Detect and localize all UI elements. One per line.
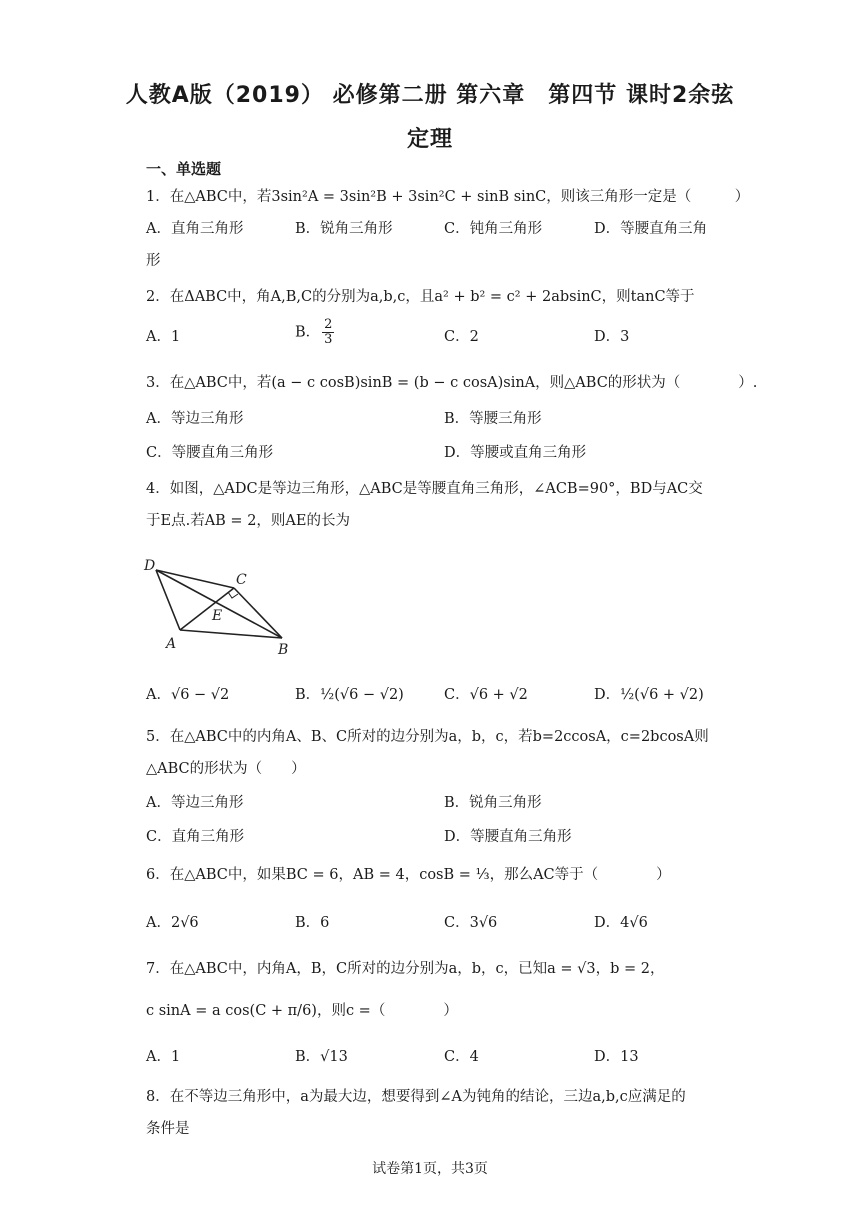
q4-option-c[interactable]: C．√6 + √2: [444, 687, 528, 703]
question-4-stem-cont: 于E点.若AB = 2，则AE的长为: [146, 513, 350, 529]
q5-option-a[interactable]: A．等边三角形: [146, 795, 244, 811]
question-2-stem: 2．在ΔABC中，角A,B,C的分别为a,b,c，且a² + b² = c² + 2absinC，则tanC等于: [146, 289, 695, 305]
q4-option-d[interactable]: D．½(√6 + √2): [594, 687, 704, 703]
q3-option-a[interactable]: A．等边三角形: [146, 411, 244, 427]
q3-option-b[interactable]: B．等腰三角形: [444, 411, 542, 427]
q5-option-b[interactable]: B．锐角三角形: [444, 795, 542, 811]
label-d: D: [144, 558, 156, 574]
question-5-stem: 5．在△ABC中的内角A、B、C所对的边分别为a，b，c，若b=2ccosA，c=2bcosA则: [146, 729, 709, 745]
question-1-stem: 1．在△ABC中，若3sin²A = 3sin²B + 3sin²C + sinB sinC，则该三角形一定是（ ）: [146, 189, 750, 205]
section-heading: 一、单选题: [146, 160, 222, 178]
question-6-stem: 6．在△ABC中，如果BC = 6，AB = 4，cosB = ⅓，那么AC等于（ ）: [146, 867, 671, 883]
label-c: C: [236, 572, 247, 588]
question-8-stem: 8．在不等边三角形中，a为最大边，想要得到∠A为钝角的结论，三边a,b,c应满足的: [146, 1089, 686, 1105]
q7-option-c[interactable]: C．4: [444, 1049, 479, 1065]
page-footer: 试卷第1页，共3页: [372, 1161, 488, 1177]
question-8-stem-cont: 条件是: [146, 1121, 190, 1137]
q7-option-b[interactable]: B．√13: [295, 1049, 348, 1065]
q6-option-c[interactable]: C．3√6: [444, 915, 498, 931]
q2-option-d[interactable]: D．3: [594, 329, 630, 345]
q7-option-d[interactable]: D．13: [594, 1049, 639, 1065]
q2-option-b-label: B．: [295, 324, 321, 341]
q5-option-d[interactable]: D．等腰直角三角形: [444, 829, 572, 845]
label-a: A: [166, 636, 177, 652]
question-4-stem: 4．如图，△ADC是等边三角形，△ABC是等腰直角三角形，∠ACB=90°，BD与AC交: [146, 481, 703, 497]
q1-option-a[interactable]: A．直角三角形: [146, 221, 244, 237]
q6-option-d[interactable]: D．4√6: [594, 915, 648, 931]
triangle-figure: [140, 548, 300, 660]
question-7-stem-cont: c sinA = a cos(C + π/6)，则c =（ ）: [146, 1003, 458, 1019]
page-title-line1: 人教A版（2019） 必修第二册 第六章 第四节 课时2余弦: [125, 83, 735, 108]
q1-option-d[interactable]: D．等腰直角三角: [594, 221, 708, 237]
frac-denominator: 3: [324, 332, 333, 347]
q5-option-c[interactable]: C．直角三角形: [146, 829, 245, 845]
q4-option-b[interactable]: B．½(√6 − √2): [295, 687, 404, 703]
question-7-stem: 7．在△ABC中，内角A，B，C所对的边分别为a，b，c，已知a = √3，b = 2，: [146, 961, 665, 977]
label-e: E: [212, 608, 223, 624]
q2-option-a[interactable]: A．1: [146, 329, 181, 345]
q1-option-b[interactable]: B．锐角三角形: [295, 221, 393, 237]
question-5-stem-cont: △ABC的形状为（ ）: [146, 761, 306, 777]
q1-option-c[interactable]: C．钝角三角形: [444, 221, 543, 237]
question-3-stem: 3．在△ABC中，若(a − c cosB)sinB = (b − c cosA)sinA，则△ABC的形状为（ ）.: [146, 375, 758, 391]
q3-option-c[interactable]: C．等腰直角三角形: [146, 445, 274, 461]
page-title-line2: 定理: [406, 127, 453, 152]
q4-option-a[interactable]: A．√6 − √2: [146, 687, 230, 703]
q3-option-d[interactable]: D．等腰或直角三角形: [444, 445, 587, 461]
q7-option-a[interactable]: A．1: [146, 1049, 181, 1065]
q1-option-d-wrap: 形: [146, 253, 161, 269]
q6-option-a[interactable]: A．2√6: [146, 915, 199, 931]
q2-option-c[interactable]: C．2: [444, 329, 479, 345]
q6-option-b[interactable]: B．6: [295, 915, 330, 931]
label-b: B: [278, 642, 289, 658]
frac-numerator: 2: [324, 317, 333, 332]
q2-option-b[interactable]: [295, 318, 336, 347]
q2-option-b-fraction: [322, 318, 334, 347]
